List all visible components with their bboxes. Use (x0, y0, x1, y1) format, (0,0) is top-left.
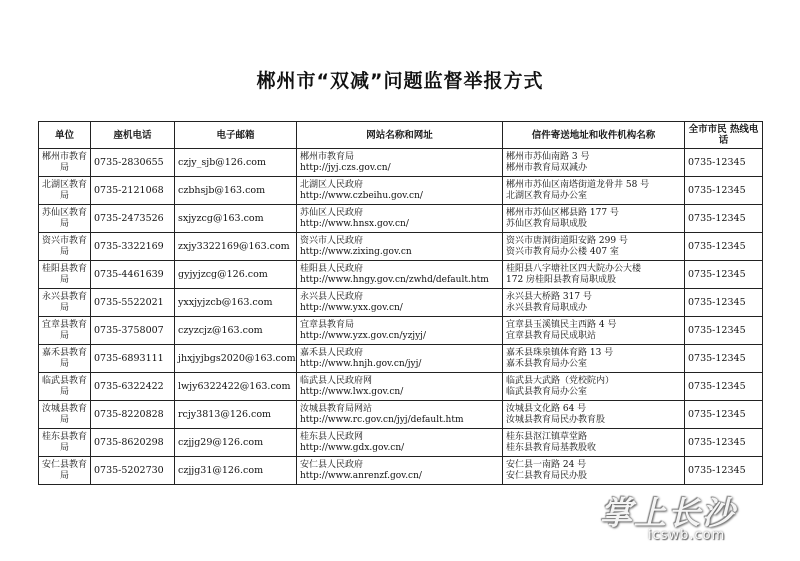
site-name: 临武县人民政府网 (300, 375, 373, 386)
cell-email (175, 457, 297, 485)
report-table (38, 121, 763, 485)
cell-email (175, 149, 297, 177)
email-address: sxjyzcg@163.com (178, 213, 264, 224)
site-name: 苏仙区人民政府 (300, 207, 364, 218)
email-address: czbhsjb@163.com (178, 185, 266, 196)
table-row (39, 429, 763, 457)
cell-phone (91, 373, 175, 401)
cell-email (175, 233, 297, 261)
address-line2: 资兴市教育局办公楼 407 室 (506, 246, 619, 257)
unit-name: 安仁县教育局 (42, 459, 88, 481)
email-address: czjy_sjb@126.com (178, 157, 266, 168)
email-address: jhxjyjbgs2020@163.com (178, 353, 296, 364)
cell-phone (91, 457, 175, 485)
site-name: 宜章县教育局 (300, 319, 355, 330)
cell-unit (39, 289, 91, 317)
address-line2: 宜章县教育局民成职站 (506, 330, 597, 341)
hotline-number: 0735-12345 (688, 269, 746, 280)
cell-hotline (685, 289, 763, 317)
cell-address (503, 317, 685, 345)
cell-unit (39, 457, 91, 485)
table-row (39, 289, 763, 317)
cell-unit (39, 149, 91, 177)
site-url: http://www.anrenzf.gov.cn/ (300, 470, 422, 481)
address-line2: 郴州市教育局双减办 (506, 162, 588, 173)
cell-phone (91, 317, 175, 345)
table-row (39, 233, 763, 261)
cell-unit (39, 205, 91, 233)
address-line1: 嘉禾县珠泉镇体育路 13 号 (506, 347, 614, 358)
site-url: http://www.yzx.gov.cn/yzjyj/ (300, 330, 427, 341)
cell-hotline (685, 261, 763, 289)
cell-email (175, 317, 297, 345)
cell-site (297, 289, 503, 317)
email-address: lwjy6322422@163.com (178, 381, 291, 392)
unit-name: 嘉禾县教育局 (42, 347, 88, 369)
phone-number: 0735-8220828 (94, 409, 164, 420)
site-url: http://www.hngy.gov.cn/zwhd/default.htm (300, 274, 489, 285)
cell-phone (91, 149, 175, 177)
unit-name: 桂阳县教育局 (42, 263, 88, 285)
cell-address (503, 373, 685, 401)
page-title: 郴州市“双减”问题监督举报方式 (256, 70, 544, 92)
address-line2: 临武县教育局办公室 (506, 386, 588, 397)
address-line2: 汝城县教育局民办教育股 (506, 414, 606, 425)
site-name: 桂东县人民政网 (300, 431, 364, 442)
cell-unit (39, 373, 91, 401)
site-name: 安仁县人民政府 (300, 459, 364, 470)
address-line2: 172 房桂阳县教育局职成股 (506, 274, 617, 285)
cell-site (297, 177, 503, 205)
site-name: 资兴市人民政府 (300, 235, 364, 246)
cell-hotline (685, 205, 763, 233)
hotline-number: 0735-12345 (688, 325, 746, 336)
address-line1: 汝城县文化路 64 号 (506, 403, 587, 414)
address-line1: 桂阳县八字塘社区四大院办公大楼 (506, 263, 642, 274)
cell-unit (39, 401, 91, 429)
cell-hotline (685, 457, 763, 485)
site-url: http://jyj.czs.gov.cn/ (300, 162, 391, 173)
header-address: 信件寄送地址和收件机构名称 (503, 122, 685, 149)
phone-number: 0735-5522021 (94, 297, 164, 308)
hotline-number: 0735-12345 (688, 213, 746, 224)
site-url: http://www.lwx.gov.cn/ (300, 386, 404, 397)
cell-site (297, 317, 503, 345)
cell-email (175, 429, 297, 457)
cell-email (175, 177, 297, 205)
email-address: yxxjyjzcb@163.com (178, 297, 273, 308)
cell-email (175, 289, 297, 317)
cell-address (503, 289, 685, 317)
phone-number: 0735-8620298 (94, 437, 164, 448)
site-name: 北湖区人民政府 (300, 179, 364, 190)
phone-number: 0735-2830655 (94, 157, 164, 168)
cell-site (297, 401, 503, 429)
cell-address (503, 261, 685, 289)
phone-number: 0735-5202730 (94, 465, 164, 476)
address-line1: 郴州市苏仙南路 3 号 (506, 151, 590, 162)
hotline-number: 0735-12345 (688, 297, 746, 308)
site-url: http://www.rc.gov.cn/jyj/default.htm (300, 414, 464, 425)
hotline-number: 0735-12345 (688, 157, 746, 168)
table-row (39, 373, 763, 401)
cell-email (175, 261, 297, 289)
cell-email (175, 345, 297, 373)
cell-phone (91, 233, 175, 261)
address-line1: 安仁县一南路 24 号 (506, 459, 587, 470)
address-line1: 资兴市唐洞街道阳安路 299 号 (506, 235, 628, 246)
phone-number: 0735-4461639 (94, 269, 164, 280)
address-line1: 永兴县大桥路 317 号 (506, 291, 592, 302)
address-line2: 北湖区教育局办公室 (506, 190, 588, 201)
header-phone: 座机电话 (91, 122, 175, 149)
site-name: 永兴县人民政府 (300, 291, 364, 302)
header-hotline-line1: 全市市民 (688, 124, 727, 135)
unit-name: 苏仙区教育局 (42, 207, 88, 229)
header-hotline-line2: 热线电话 (718, 124, 759, 146)
cell-address (503, 149, 685, 177)
cell-site (297, 205, 503, 233)
watermark-url: icswb.com (648, 528, 726, 543)
table-row (39, 177, 763, 205)
cell-address (503, 345, 685, 373)
cell-address (503, 401, 685, 429)
hotline-number: 0735-12345 (688, 241, 746, 252)
cell-hotline (685, 345, 763, 373)
cell-unit (39, 261, 91, 289)
cell-hotline (685, 149, 763, 177)
cell-hotline (685, 429, 763, 457)
email-address: zxjy3322169@163.com (178, 241, 290, 252)
cell-unit (39, 345, 91, 373)
cell-unit (39, 429, 91, 457)
cell-site (297, 429, 503, 457)
phone-number: 0735-3758007 (94, 325, 164, 336)
hotline-number: 0735-12345 (688, 437, 746, 448)
email-address: gyjyjzcg@126.com (178, 269, 268, 280)
unit-name: 郴州市教育局 (42, 151, 88, 173)
unit-name: 资兴市教育局 (42, 235, 88, 257)
cell-hotline (685, 373, 763, 401)
site-url: http://www.zixing.gov.cn (300, 246, 412, 257)
table-row (39, 317, 763, 345)
phone-number: 0735-3322169 (94, 241, 164, 252)
cell-site (297, 261, 503, 289)
hotline-number: 0735-12345 (688, 353, 746, 364)
header-email: 电子邮箱 (175, 122, 297, 149)
table-header-row (39, 122, 763, 149)
site-url: http://www.hnsx.gov.cn/ (300, 218, 409, 229)
table-row (39, 261, 763, 289)
address-line1: 宜章县玉溪镇民主西路 4 号 (506, 319, 617, 330)
unit-name: 桂东县教育局 (42, 431, 88, 453)
cell-site (297, 457, 503, 485)
cell-email (175, 205, 297, 233)
cell-site (297, 345, 503, 373)
cell-site (297, 373, 503, 401)
unit-name: 宜章县教育局 (42, 319, 88, 341)
watermark-logo (600, 488, 770, 548)
cell-unit (39, 177, 91, 205)
address-line1: 郴州市苏仙区郴县路 177 号 (506, 207, 619, 218)
site-url: http://www.gdx.gov.cn/ (300, 442, 405, 453)
unit-name: 汝城县教育局 (42, 403, 88, 425)
cell-site (297, 233, 503, 261)
cell-address (503, 177, 685, 205)
phone-number: 0735-6893111 (94, 353, 164, 364)
hotline-number: 0735-12345 (688, 409, 746, 420)
cell-hotline (685, 177, 763, 205)
cell-phone (91, 429, 175, 457)
email-address: czyzcjz@163.com (178, 325, 263, 336)
table-row (39, 205, 763, 233)
address-line2: 嘉禾县教育局办公室 (506, 358, 588, 369)
table-row (39, 401, 763, 429)
header-hotline (685, 122, 763, 149)
cell-unit (39, 317, 91, 345)
site-name: 嘉禾县人民政府 (300, 347, 364, 358)
cell-unit (39, 233, 91, 261)
unit-name: 永兴县教育局 (42, 291, 88, 313)
address-line1: 郴州市苏仙区南塔街道龙骨井 58 号 (506, 179, 650, 190)
hotline-number: 0735-12345 (688, 465, 746, 476)
site-url: http://www.yxx.gov.cn/ (300, 302, 403, 313)
table-row (39, 457, 763, 485)
site-url: http://www.czbeihu.gov.cn/ (300, 190, 423, 201)
unit-name: 临武县教育局 (42, 375, 88, 397)
address-line1: 临武县大武路（党校院内） (506, 375, 615, 386)
cell-hotline (685, 233, 763, 261)
cell-phone (91, 261, 175, 289)
site-name: 桂阳县人民政府 (300, 263, 364, 274)
cell-site (297, 149, 503, 177)
cell-address (503, 457, 685, 485)
table-row (39, 345, 763, 373)
site-url: http://www.hnjh.gov.cn/jyj/ (300, 358, 422, 369)
phone-number: 0735-2121068 (94, 185, 164, 196)
address-line2: 苏仙区教育局职成股 (506, 218, 588, 229)
cell-hotline (685, 317, 763, 345)
email-address: czjjg31@126.com (178, 465, 264, 476)
header-unit: 单位 (39, 122, 91, 149)
cell-phone (91, 401, 175, 429)
cell-phone (91, 177, 175, 205)
address-line2: 永兴县教育局职成办 (506, 302, 588, 313)
email-address: czjjg29@126.com (178, 437, 264, 448)
phone-number: 0735-2473526 (94, 213, 164, 224)
cell-phone (91, 205, 175, 233)
cell-phone (91, 289, 175, 317)
unit-name: 北湖区教育局 (42, 179, 88, 201)
table-row (39, 149, 763, 177)
hotline-number: 0735-12345 (688, 381, 746, 392)
email-address: rcjy3813@126.com (178, 409, 272, 420)
cell-hotline (685, 401, 763, 429)
address-line2: 桂东县教育局基教股收 (506, 442, 597, 453)
cell-email (175, 401, 297, 429)
site-name: 汝城县教育局网站 (300, 403, 373, 414)
watermark-brand: 掌上长沙 (600, 494, 737, 532)
hotline-number: 0735-12345 (688, 185, 746, 196)
cell-address (503, 205, 685, 233)
cell-email (175, 373, 297, 401)
cell-address (503, 429, 685, 457)
cell-address (503, 233, 685, 261)
cell-phone (91, 345, 175, 373)
site-name: 郴州市教育局 (300, 151, 355, 162)
address-line2: 安仁县教育局民办股 (506, 470, 588, 481)
phone-number: 0735-6322422 (94, 381, 164, 392)
header-site: 网站名称和网址 (297, 122, 503, 149)
address-line1: 桂东县沤江镇草堂路 (506, 431, 588, 442)
